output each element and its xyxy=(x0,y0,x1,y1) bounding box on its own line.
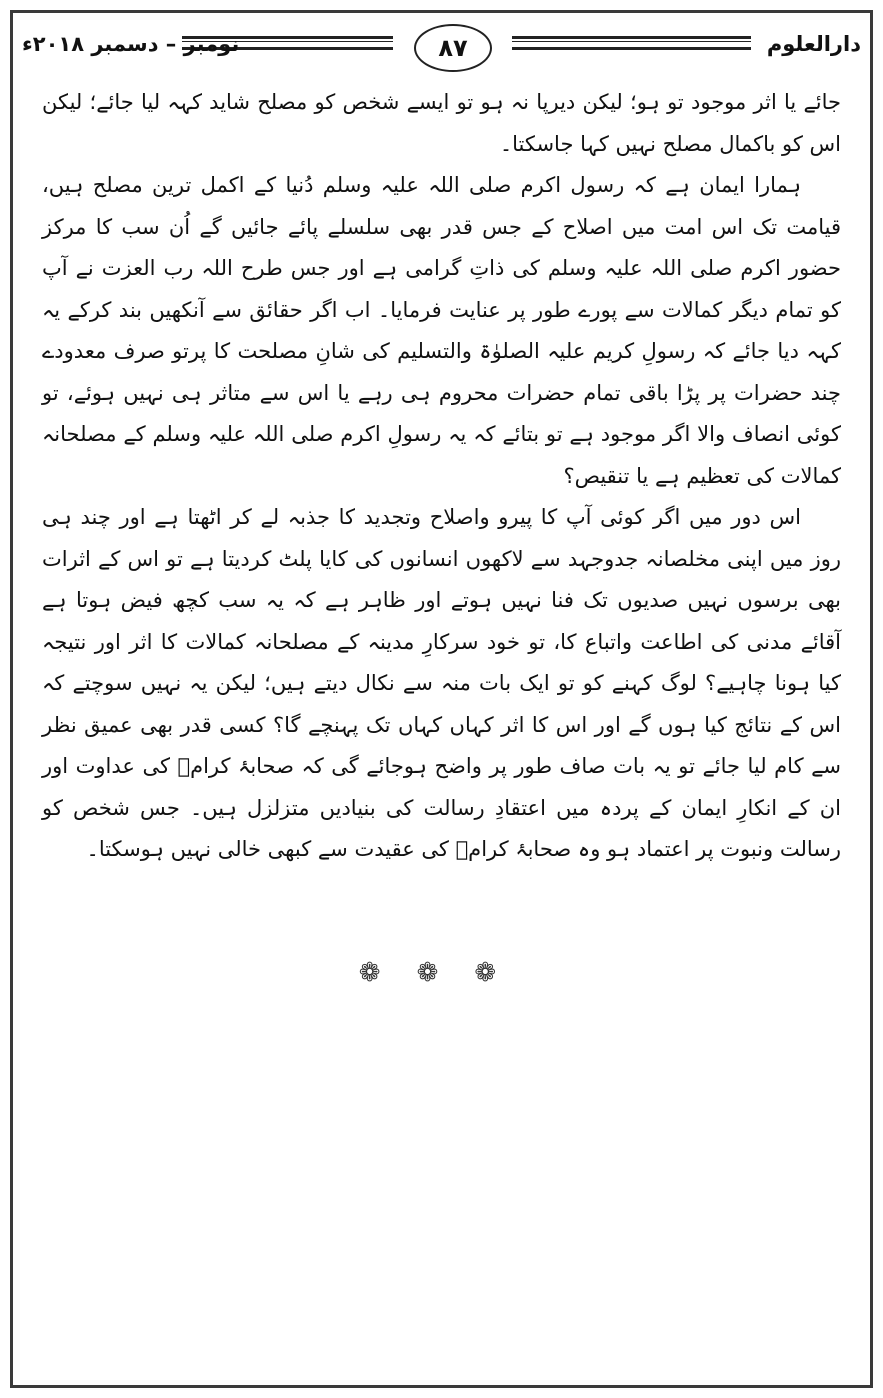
flower-ornament-icon: ❁ xyxy=(474,958,525,988)
header-rule-right xyxy=(512,36,751,50)
flower-ornament-icon: ❁ xyxy=(416,958,467,988)
paragraph: ہمارا ایمان ہے کہ رسول اکرم صلی اللہ علیہ وسلم دُنیا کے اکمل ترین مصلح ہیں، قیامت تک اس امت میں اصلاح کے جس قدر بھی سلسلے پائے جائیں گے اُن سب کا مرکز حضور اکرم صلی اللہ علیہ وسلم کی ذاتِ گرامی ہے اور جس طرح اللہ رب العزت نے آپ کو تمام دیگر کمالات سے پورے طور پر عنایت فرمایا۔ اب اگر حقائق سے آنکھیں بند کرکے یہ کہہ دیا جائے کہ رسولِ کریم علیہ الصلوٰۃ والتسلیم کی شانِ مصلحت کا پرتو صرف معدودے چند حضرات پر پڑا باقی تمام حضرات محروم ہی رہے یا اس سے متاثر ہی نہیں ہوئے، تو کوئی انصاف والا اگر موجود ہے تو بتائے کہ یہ رسولِ اکرم صلی اللہ علیہ وسلم کے مصلحانہ کمالات کی تعظیم ہے یا تنقیص؟ xyxy=(42,173,841,488)
article-body xyxy=(42,82,841,871)
journal-title: دارالعلوم xyxy=(766,32,861,56)
page-number: ۸۷ xyxy=(414,24,492,72)
section-end-ornaments xyxy=(0,958,883,988)
paragraph: اس دور میں اگر کوئی آپ کا پیرو واصلاح وتجدید کا جذبہ لے کر اٹھتا ہے اور چند ہی روز میں اپنی مخلصانہ جدوجہد سے لاکھوں انسانوں کی کایا پلٹ کردیتا ہے تو اس کے اثرات بھی برسوں نہیں صدیوں تک فنا نہیں ہوتے اور ظاہر ہے کہ یہ سب کچھ فیض ہوتا ہے آقائے مدنی کی اطاعت واتباع کا، تو خود سرکارِ مدینہ کے مصلحانہ کمالات کا اثر اور نتیجہ کیا ہونا چاہیے؟ لوگ کہنے کو تو ایک بات منہ سے نکال دیتے ہیں؛ لیکن یہ نہیں سوچتے کہ اس کے نتائج کیا ہوں گے اور اس کا اثر کہاں کہاں تک پہنچے گا؟ کسی قدر بھی عمیق نظر سے کام لیا جائے تو یہ بات صاف طور پر واضح ہوجائے گی کہ صحابۂ کرامؓ کی عداوت اور ان کے انکارِ ایمان کے پردہ میں اعتقادِ رسالت کی بنیادیں متزلزل ہیں۔ جس شخص کو رسالت ونبوت پر اعتماد ہو وہ صحابۂ کرامؓ کی عقیدت سے کبھی خالی نہیں ہوسکتا۔ xyxy=(42,505,841,861)
issue-date: نومبر – دسمبر ۲۰۱۸ء xyxy=(22,32,240,56)
running-header xyxy=(22,24,861,76)
flower-ornament-icon: ❁ xyxy=(358,958,409,988)
paragraph: جائے یا اثر موجود تو ہو؛ لیکن دیرپا نہ ہو تو ایسے شخص کو مصلح شاید کہہ لیا جائے؛ لیکن اس کو باکمال مصلح نہیں کہا جاسکتا۔ xyxy=(42,90,841,156)
